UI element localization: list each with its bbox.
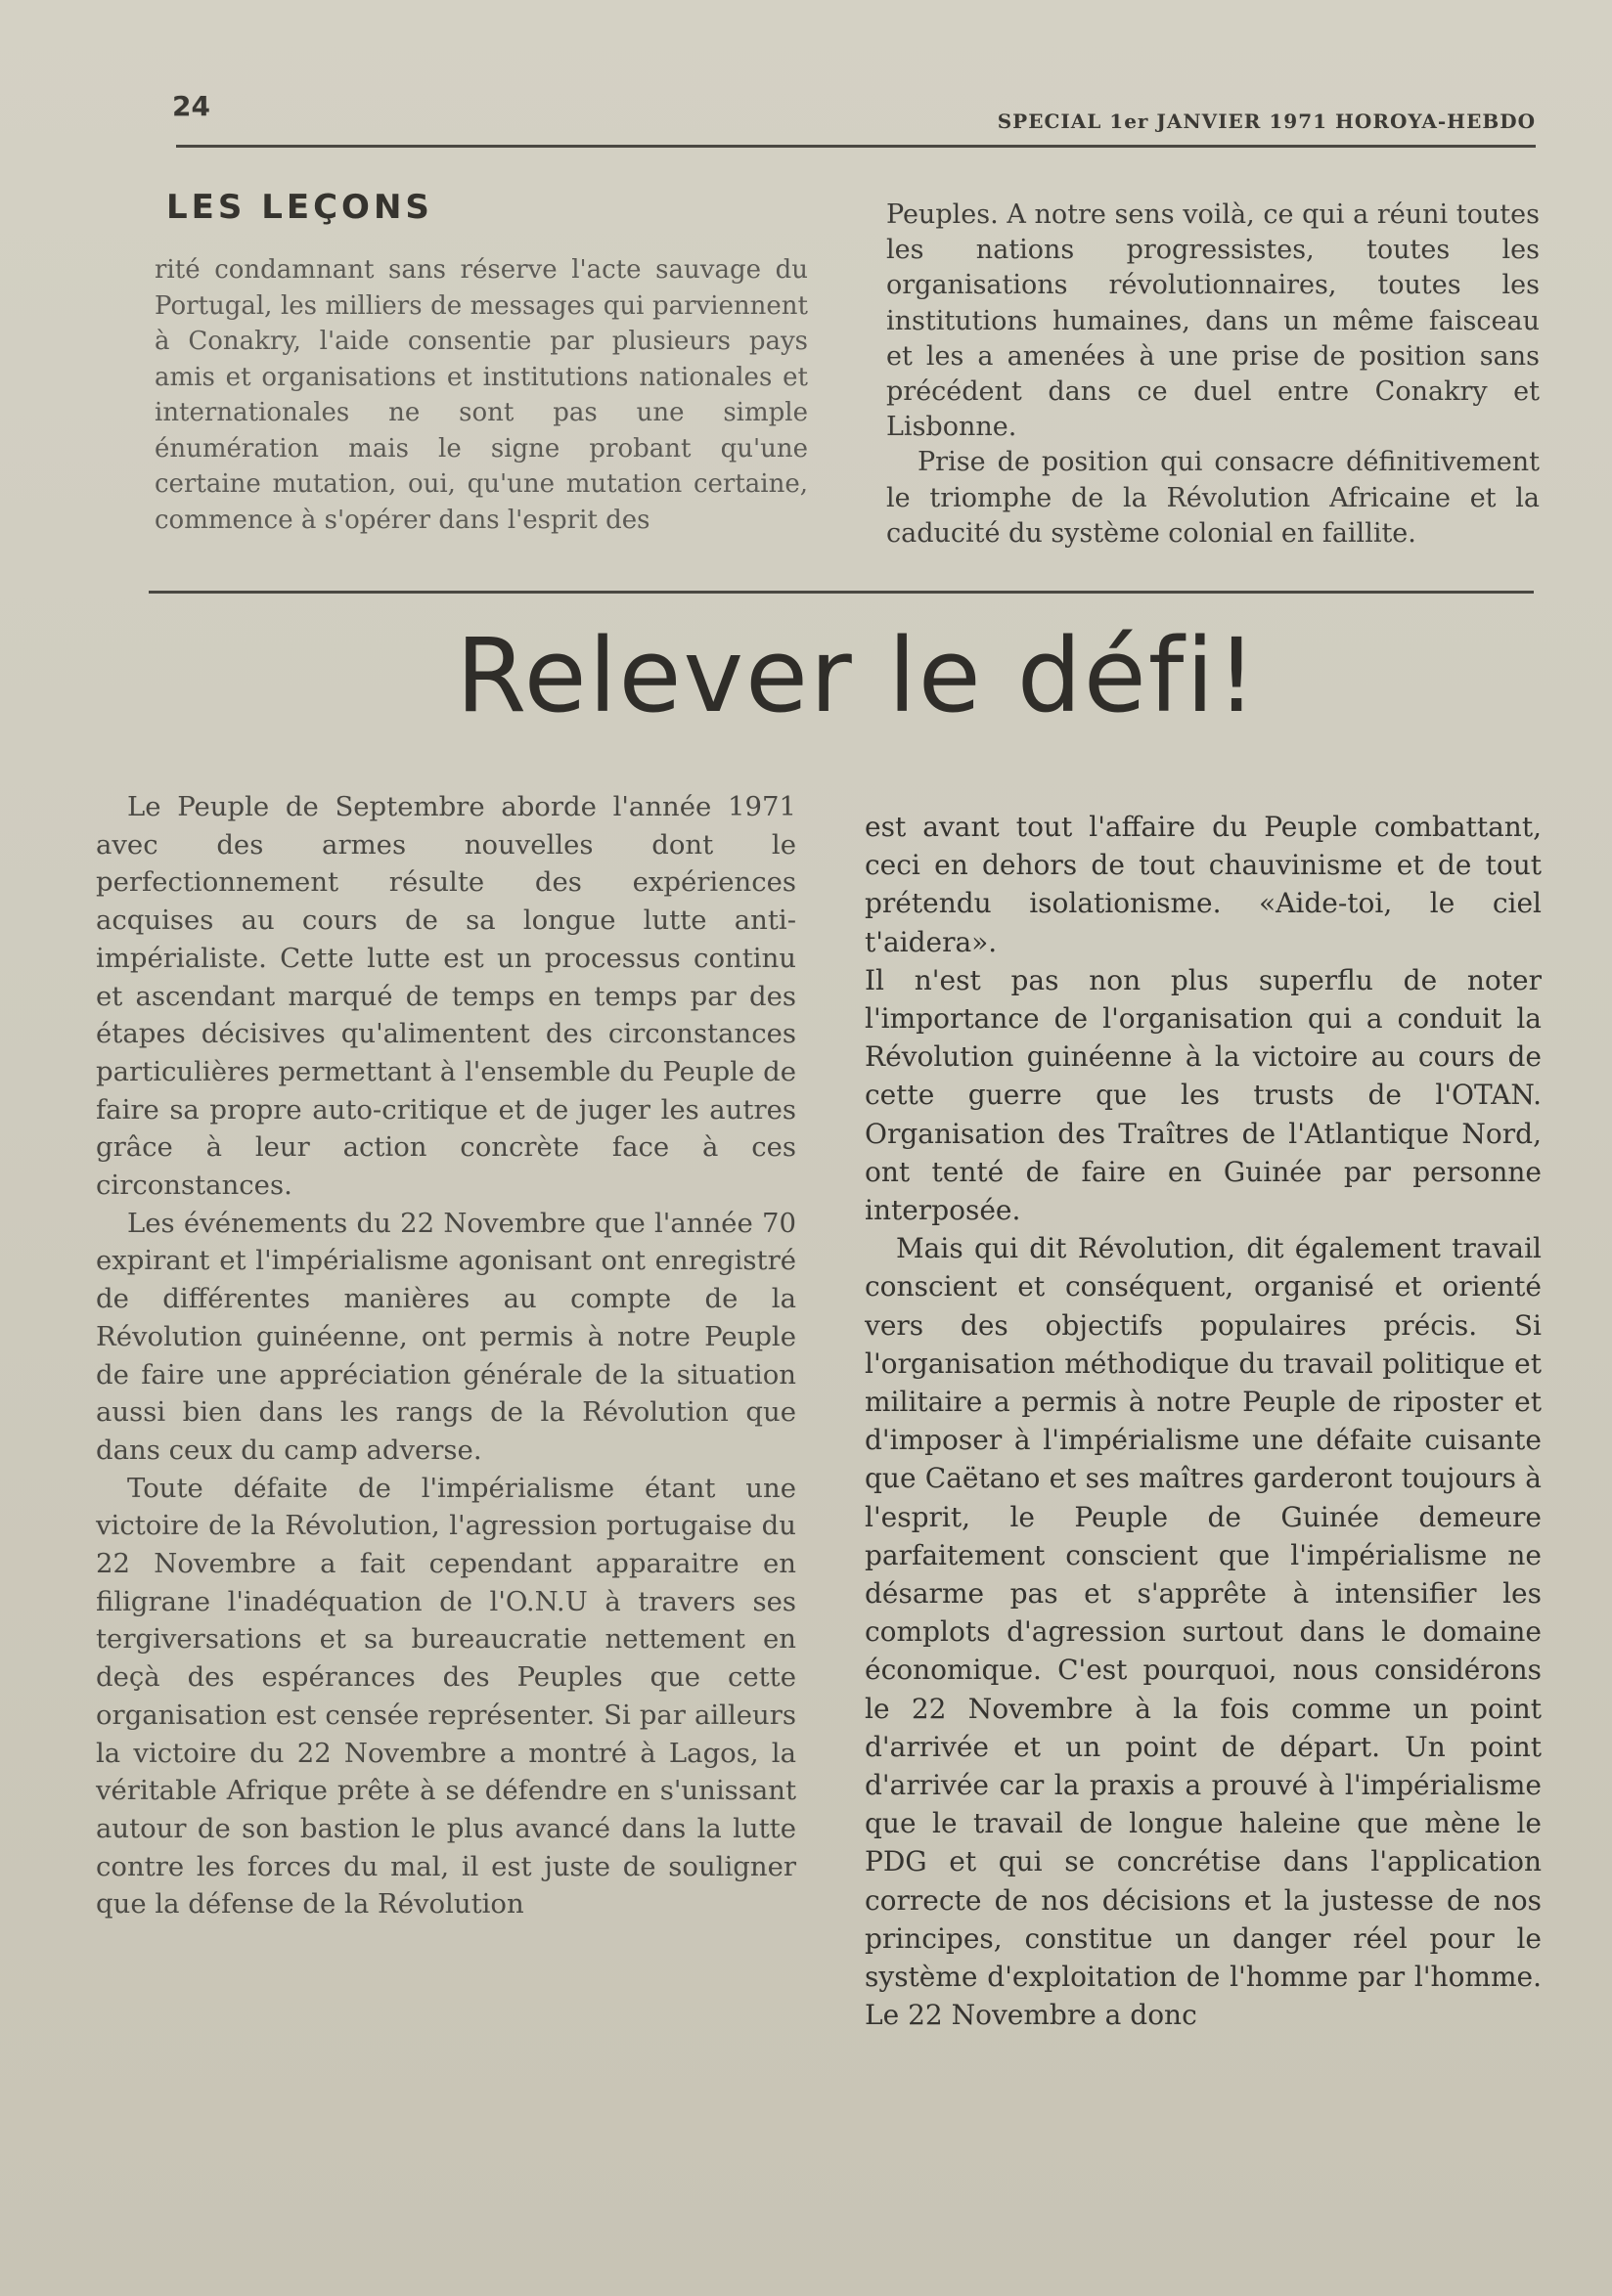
lecons-left-text: rité condamnant sans réserve l'acte sauvage du Portugal, les milliers de messages qui parviennent à Conakry, l'aide consentie par plusieurs pays amis et organisations et institutions nationales et internationales ne sont pas une simple énumération mais le signe probant qu'une certaine mutation, oui, qu'une mutation certaine, commence à s'opérer dans l'esprit des	[155, 255, 808, 535]
article-paragraph: Il n'est pas non plus superflu de noter l'importance de l'organisation qui a conduit la Révolution guinéenne à la victoire au cours de cette guerre que les trusts de l'OTAN. Organisation des Traîtres de l'Atlantique Nord, ont tenté de faire en Guinée par personne interposée.	[865, 963, 1542, 1227]
issue-info: SPECIAL 1er JANVIER 1971 HOROYA-HEBDO	[997, 110, 1536, 133]
section-title: LES LEÇONS	[166, 188, 433, 227]
article-right-column	[865, 808, 1542, 2035]
lecons-left-column	[155, 252, 808, 538]
article-paragraph: Toute défaite de l'impérialisme étant une victoire de la Révolution, l'agression portugaise du 22 Novembre a fait cependant apparaitre en filigrane l'inadéquation de l'O.N.U à travers ses tergiversations et sa bureaucratie nettement en deçà des espérances des Peuples que cette organisation est censée représenter. Si par ailleurs la victoire du 22 Novembre a montré à Lagos, la véritable Afrique prête à se défendre en s'unissant autour de son bastion le plus avancé dans la lutte contre les forces du mal, il est juste de souligner que la défense de la Révolution	[96, 1472, 796, 1921]
lecons-right-paragraph: Prise de position qui consacre définitivement le triomphe de la Révolution Africaine et la caducité du système colonial en faillite.	[886, 447, 1540, 549]
article-headline: Relever le défi!	[456, 616, 1259, 735]
article-paragraph: Les événements du 22 Novembre que l'année 70 expirant et l'impérialisme agonisant ont enregistré de différentes manières au compte de la Révolution guinéenne, ont permis à notre Peuple de faire une appréciation générale de la situation aussi bien dans les rangs de la Révolution que dans ceux du camp adverse.	[96, 1207, 796, 1466]
page-number: 24	[172, 90, 210, 122]
lecons-right-paragraph: Peuples. A notre sens voilà, ce qui a réuni toutes les nations progressistes, toutes les organisations révolutionnaires, toutes les institutions humaines, dans un même faisceau et les a amenées à une prise de position sans précédent dans ce duel entre Conakry et Lisbonne.	[886, 199, 1540, 443]
article-paragraph: est avant tout l'affaire du Peuple combattant, ceci en dehors de tout chauvinisme et de tout prétendu isolationisme. «Aide-toi, le ciel t'aidera».	[865, 811, 1542, 958]
top-divider	[176, 145, 1536, 148]
article-left-column	[96, 788, 796, 1923]
article-paragraph: Mais qui dit Révolution, dit également travail conscient et conséquent, organisé et orienté vers des objectifs populaires précis. Si l'organisation méthodique du travail politique et militaire a permis à notre Peuple de riposter et d'imposer à l'impérialisme une défaite cuisante que Caëtano et ses maîtres garderont toujours à l'esprit, le Peuple de Guinée demeure parfaitement conscient que l'impérialisme ne désarme pas et s'apprête à intensifier les complots d'agression surtout dans le domaine économique. C'est pourquoi, nous considérons le 22 Novembre à la fois comme un point d'arrivée et un point de départ. Un point d'arrivée car la praxis a prouvé à l'impérialisme que le travail de longue haleine que mène le PDG et qui se concrétise dans l'application correcte de nos décisions et la justesse de nos principes, constitue un danger réel pour le système d'exploitation de l'homme par l'homme. Le 22 Novembre a donc	[865, 1232, 1542, 2032]
section-divider	[149, 591, 1534, 594]
article-paragraph: Le Peuple de Septembre aborde l'année 1971 avec des armes nouvelles dont le perfectionnement résulte des expériences acquises au cours de sa longue lutte anti-impérialiste. Cette lutte est un processus continu et ascendant marqué de temps en temps par des étapes décisives qu'alimentent des circonstances particulières permettant à l'ensemble du Peuple de faire sa propre auto-critique et de juger les autres grâce à leur action concrète face à ces circonstances.	[96, 791, 796, 1202]
lecons-right-column	[886, 198, 1540, 552]
